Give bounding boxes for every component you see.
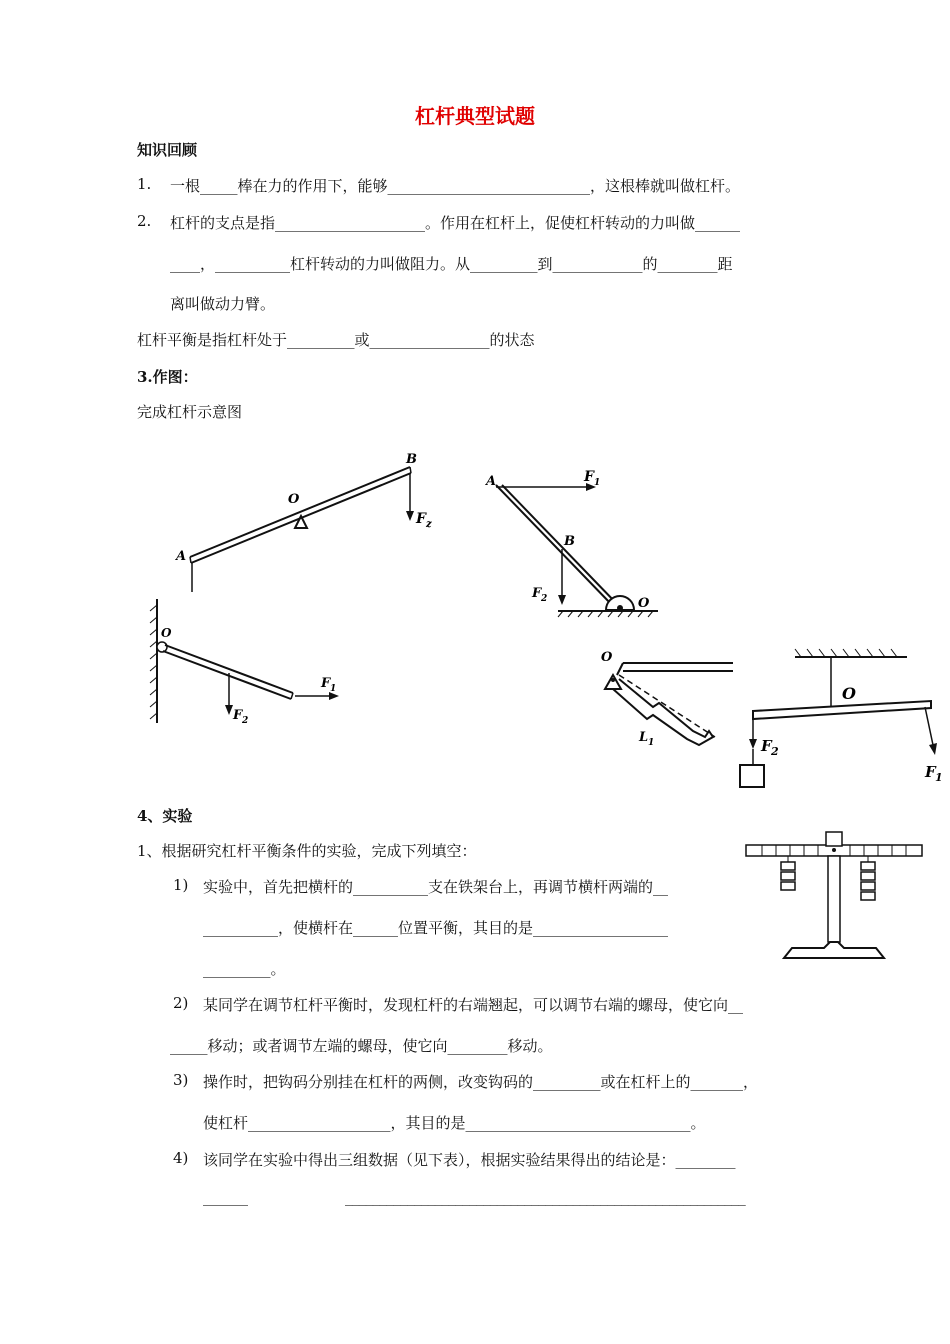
item3-number: 3) [173,1071,189,1089]
lever-diagram-4 [595,645,735,755]
label-l1-sub: 1 [648,738,655,748]
label-a: A [176,549,187,564]
label-f1-sub: 1 [935,771,943,784]
lever-balance-apparatus [744,828,924,963]
label-o: O [288,492,300,507]
label-l1: L [639,730,649,745]
label-o: O [161,626,172,640]
label-f1-sub: 1 [330,684,337,694]
label-o: O [842,684,856,703]
item4-line2a: ______ [203,1188,248,1206]
section3-heading: 3.作图： [137,368,198,386]
label-o: O [638,596,650,611]
item1-line2: __________，使横杆在______位置平衡，其目的是__________________ [203,919,669,937]
label-f2-sub: 2 [771,745,779,758]
q2-line2: ____，__________杠杆转动的力叫做阻力。从_________到____________的________距 [170,255,733,273]
label-b: B [564,534,575,549]
page-title: 杠杆典型试题 [415,104,535,128]
item1-number: 1) [173,876,189,894]
lever-diagram-1 [170,445,450,595]
q2-line1: 杠杆的支点是指____________________。作用在杠杆上，促使杠杆转动的力叫做______ [170,214,741,232]
item3-line1: 操作时，把钩码分别挂在杠杆的两侧，改变钩码的_________或在杠杆上的_______， [203,1073,759,1091]
item2-number: 2) [173,994,189,1012]
section-review-heading: 知识回顾 [137,141,198,159]
q2-number: 2. [137,212,152,230]
item3-line2: 使杠杆___________________，其目的是______________________________。 [203,1114,706,1132]
q1-number: 1. [137,175,152,193]
item2-line2: _____移动；或者调节左端的螺母，使它向________移动。 [170,1037,553,1055]
label-f2-sub: z [426,519,432,530]
label-b: B [406,452,417,467]
label-f2: F [532,586,542,601]
item4-line2b: __________________________________________________________ [345,1188,746,1206]
section4-heading: 4、实验 [137,807,193,825]
label-o: O [601,650,613,665]
label-f1-sub: 1 [594,478,601,488]
lever-diagram-2 [478,445,668,635]
item4-number: 4) [173,1149,189,1167]
label-f2-sub: 2 [242,716,249,726]
label-f2: F [233,708,243,723]
q2-line3: 离叫做动力臂。 [170,295,276,313]
item1-line1: 实验中，首先把横杆的__________支在铁架台上，再调节横杆两端的__ [203,878,669,896]
label-f1: F [925,763,936,781]
label-f2: F [416,511,426,527]
item4-line1: 该同学在实验中得出三组数据（见下表），根据实验结果得出的结论是：________ [203,1151,736,1169]
experiment-intro: 1、根据研究杠杆平衡条件的实验，完成下列填空： [137,842,477,860]
q1-text: 一根_____棒在力的作用下，能够___________________________，这根棒就叫做杠杆。 [170,177,741,195]
label-a: A [486,474,497,489]
label-f2: F [761,737,772,755]
lever-diagram-3 [145,595,355,730]
label-f1: F [321,676,331,691]
item1-line3: _________。 [203,960,286,978]
label-f2-sub: 2 [541,594,548,604]
label-f1: F [584,469,594,485]
lever-diagram-5 [735,645,950,795]
item2-line1: 某同学在调节杠杆平衡时，发现杠杆的右端翘起，可以调节右端的螺母，使它向__ [203,996,744,1014]
section3-subtitle: 完成杠杆示意图 [137,403,243,421]
balance-line: 杠杆平衡是指杠杆处于_________或________________的状态 [137,331,535,349]
